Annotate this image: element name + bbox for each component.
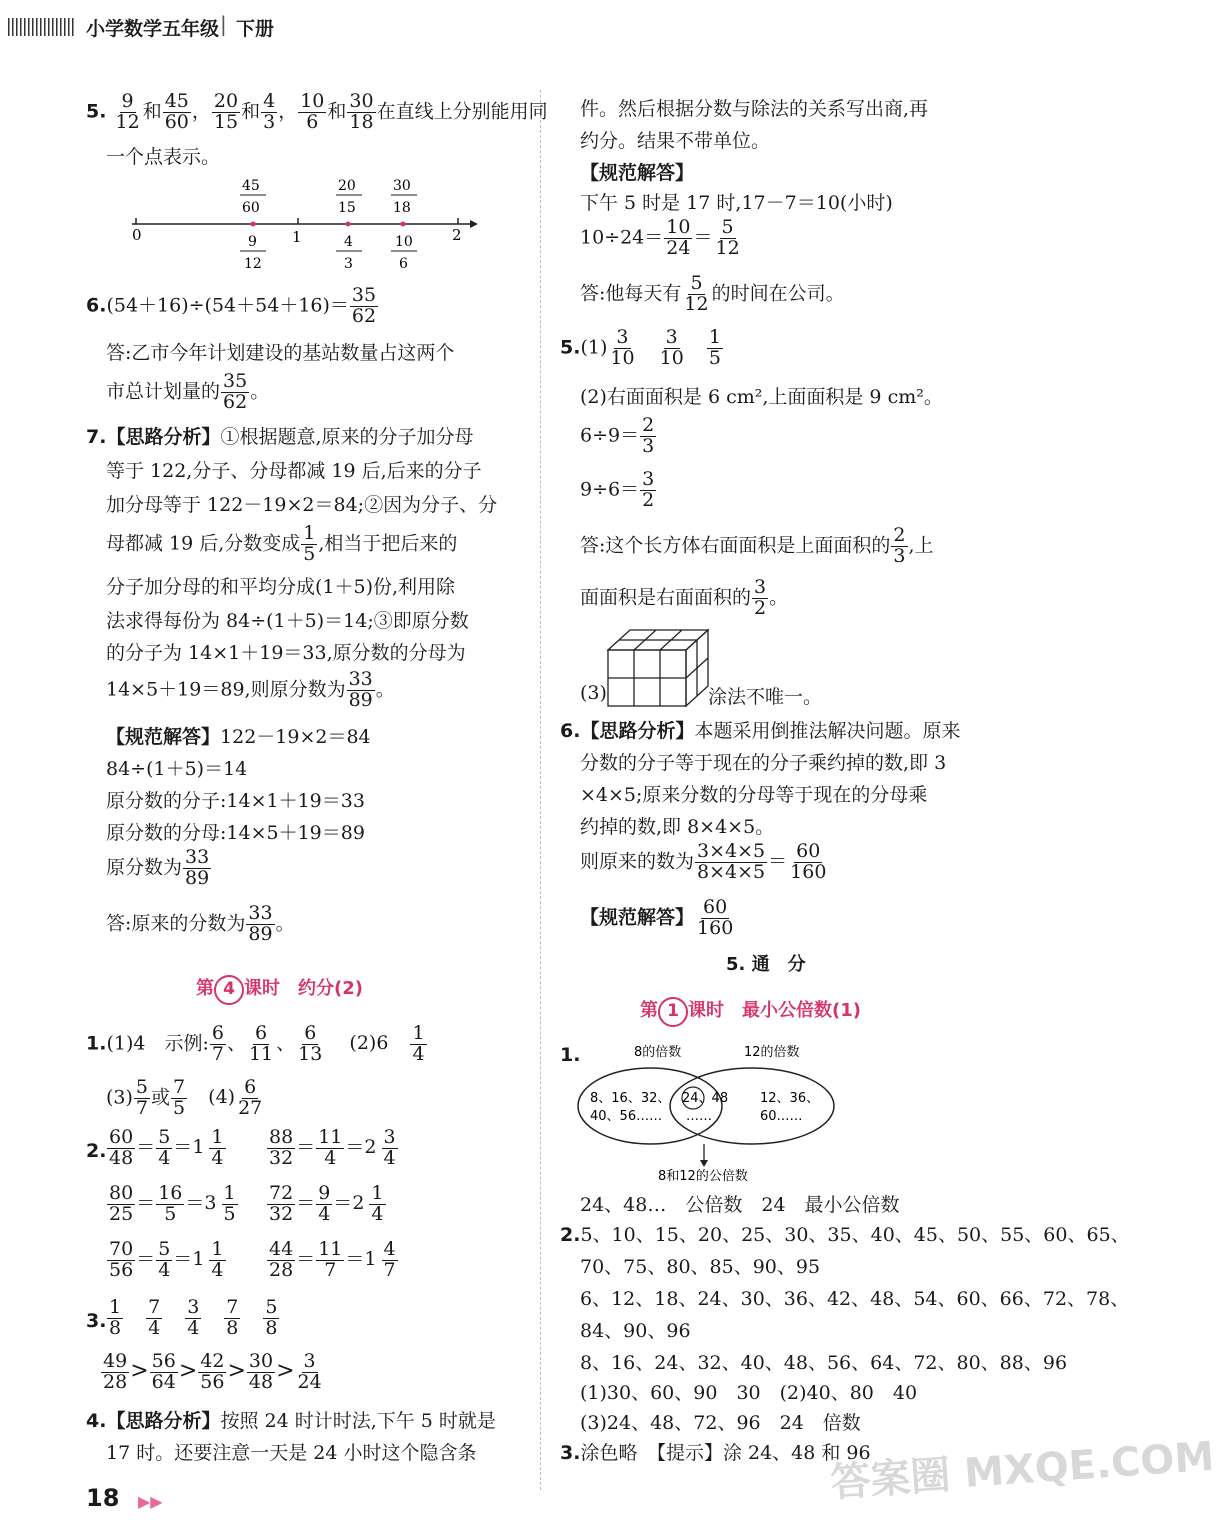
watermark: 答案圈 MXQE.COM <box>829 1433 1216 1507</box>
ex1-line2: (3) $\frac{5}{7}$ 或 $\frac{7}{5}$ (4) $\frac{6}{27}$ <box>106 1076 263 1119</box>
ex4-line1: 4.【思路分析】按照 24 时计时法,下午 5 时就是 <box>86 1410 496 1432</box>
q7-line4: 母都减 19 后,分数变成 $\frac{1}{5}$ ,相当于把后来的 <box>106 522 458 565</box>
rex1-answer: 24、48… 公倍数 24 最小公倍数 <box>580 1194 900 1216</box>
section5-heading: 5. 通 分 <box>726 954 806 975</box>
rq6-line1: 6.【思路分析】本题采用倒推法解决问题。原来 <box>560 720 961 742</box>
nl-above-1-d: 60 <box>242 200 260 216</box>
rq6-solution: 【规范解答】 $\frac{60}{160}$ <box>580 896 734 939</box>
nl-above-3-d: 18 <box>393 200 411 216</box>
q7-line5: 分子加分母的和平均分成(1＋5)份,利用除 <box>106 576 456 598</box>
rex2-line1: 2.5、10、15、20、25、30、35、40、45、50、55、60、65、 <box>560 1224 1130 1246</box>
ex2-equation: $\frac{80}{25}$ ＝ $\frac{16}{5}$ ＝3 $\frac{1}{5}$ <box>109 1182 236 1225</box>
rex2-line5: 8、16、24、32、40、48、56、64、72、80、88、96 <box>580 1352 1068 1374</box>
rq5-answer2: 面面积是右面面积的 $\frac{3}{2}$ 。 <box>580 576 789 619</box>
q7-solution-line1: 【规范解答】122－19×2＝84 <box>106 726 371 748</box>
ex3-cmp-fraction: $\frac{3}{24}$ <box>297 1350 322 1393</box>
lesson1-heading: 第 1 课时 最小公倍数(1) <box>640 996 861 1027</box>
rex1-num: 1. <box>560 1044 581 1066</box>
venn-bottom-label: 8和12的公倍数 <box>658 1169 748 1184</box>
nl-zero: 0 <box>132 226 142 244</box>
rq5-part3-note: 涂法不唯一。 <box>708 686 823 708</box>
nl-below-2-n: 4 <box>344 234 353 250</box>
nl-below-3-d: 6 <box>399 256 408 272</box>
rex2-line3: 6、12、18、24、30、36、42、48、54、60、66、72、78、 <box>580 1288 1130 1310</box>
r-line3: 下午 5 时是 17 时,17－7＝10(小时) <box>580 192 893 214</box>
rex2-line6: (1)30、60、90 30 (2)40、80 40 <box>580 1382 918 1404</box>
q5-line2: 一个点表示。 <box>106 146 221 168</box>
venn-left-1: 8、16、32、 <box>590 1091 671 1106</box>
rq6-line3: ×4×5;原来分数的分母等于现在的分母乘 <box>580 784 928 806</box>
ex3-fraction: $\frac{7}{8}$ <box>226 1296 239 1339</box>
rq5-line1: 5.(1) $\frac{3}{10}$ $\frac{3}{10}$ $\frac{1}{5}$ <box>560 326 721 369</box>
venn-left-label: 8的倍数 <box>634 1045 682 1060</box>
rq6-line2: 分数的分子等于现在的分子乘约掉的数,即 3 <box>580 752 947 774</box>
ex4-line2: 17 时。还要注意一天是 24 小时这个隐含条 <box>106 1442 477 1464</box>
venn-right-2: 60…… <box>760 1109 803 1124</box>
ex3-fraction: $\frac{5}{8}$ <box>265 1296 278 1339</box>
header-volume: 下册 <box>236 18 275 40</box>
venn-mid-1: 24、48 <box>682 1091 729 1106</box>
ex2-equation: $\frac{88}{32}$ ＝ $\frac{11}{4}$ ＝2 $\frac{3}{4}$ <box>269 1126 396 1169</box>
q5-line1: 5. $\frac{9}{12}$ 和 $\frac{45}{60}$ ， $\frac{20}{15}$ 和 $\frac{4}{3}$ ， $\frac{10}{6}$ 和 $\frac{30}{18}$ 在直线上分别能用同 <box>86 90 548 133</box>
r-line4: 10÷24＝ $\frac{10}{24}$ ＝ $\frac{5}{12}$ <box>580 216 740 259</box>
header-decoration <box>8 18 74 36</box>
ex2-equation: $\frac{60}{48}$ ＝ $\frac{5}{4}$ ＝1 $\frac{1}{4}$ <box>109 1126 224 1169</box>
ex2-equation: $\frac{72}{32}$ ＝ $\frac{9}{4}$ ＝2 $\frac{1}{4}$ <box>269 1182 384 1225</box>
page-number: 18 <box>86 1484 120 1512</box>
nl-below-2-d: 3 <box>344 256 353 272</box>
rex3-line: 3.涂色略 【提示】涂 24、48 和 96 <box>560 1442 871 1464</box>
page-arrows-icon: ▶▶ <box>138 1492 163 1511</box>
r-line2: 约分。结果不带单位。 <box>580 130 771 152</box>
ex3-fraction: $\frac{3}{4}$ <box>187 1296 200 1339</box>
rex2-line7: (3)24、48、72、96 24 倍数 <box>580 1412 861 1434</box>
q7-line6: 法求得每份为 84÷(1＋5)＝14;③即原分数 <box>106 610 469 632</box>
rex2-line2: 70、75、80、85、90、95 <box>580 1256 821 1278</box>
rq6-line5: 则原来的数为 $\frac{3\times 4\times 5}{8\times 4\times 5}$ ＝ $\frac{60}{160}$ <box>580 840 827 883</box>
header-sep: | <box>220 12 227 36</box>
rex2-line4: 84、90、96 <box>580 1320 691 1342</box>
q7-solution-line4: 原分数的分母:14×5＋19＝89 <box>106 822 365 844</box>
q6-answer-line1: 答:乙市今年计划建设的基站数量占这两个 <box>106 342 455 364</box>
ex2-equation: $\frac{70}{56}$ ＝ $\frac{5}{4}$ ＝1 $\frac{1}{4}$ <box>109 1238 224 1281</box>
nl-above-1-n: 45 <box>242 178 260 194</box>
r-line5: 答:他每天有 $\frac{5}{12}$ 的时间在公司。 <box>580 272 845 315</box>
q7-line1: 7.【思路分析】①根据题意,原来的分子加分母 <box>86 426 474 448</box>
ex1-line1: 1.(1)4 示例: $\frac{6}{7}$ 、 $\frac{6}{11}$ 、 $\frac{6}{13}$ (2)6 $\frac{1}{4}$ <box>86 1022 425 1065</box>
ex3-comparison: $\frac{49}{28}$ > $\frac{56}{64}$ > $\frac{42}{56}$ > $\frac{30}{48}$ > $\frac{3}{24}$ <box>103 1350 322 1393</box>
number-line <box>120 172 480 276</box>
venn-left-2: 40、56…… <box>590 1109 663 1124</box>
q6-line1: 6.(54＋16)÷(54＋54＋16)＝ $\frac{35}{62}$ <box>86 284 377 327</box>
q7-line8: 14×5＋19＝89,则原分数为 $\frac{33}{89}$ 。 <box>106 668 395 711</box>
nl-below-1-d: 12 <box>244 256 262 272</box>
lesson4-heading: 第 4 课时 约分(2) <box>196 974 363 1005</box>
nl-below-1-n: 9 <box>248 234 257 250</box>
rq5-line3: 6÷9＝ $\frac{2}{3}$ <box>580 414 655 457</box>
rq5-line2: (2)右面面积是 6 cm²,上面面积是 9 cm²。 <box>580 386 943 408</box>
ex3-cmp-fraction: $\frac{30}{48}$ <box>248 1350 274 1393</box>
ex3-cmp-fraction: $\frac{56}{64}$ <box>151 1350 176 1393</box>
ex2-equation: $\frac{44}{28}$ ＝ $\frac{11}{7}$ ＝1 $\frac{4}{7}$ <box>269 1238 396 1281</box>
nl-above-2-d: 15 <box>338 200 356 216</box>
q6-answer-line2: 市总计划量的 $\frac{35}{62}$ 。 <box>106 370 270 413</box>
header-title: 小学数学五年级 <box>86 18 220 40</box>
nl-two: 2 <box>452 226 462 244</box>
rq5-answer1: 答:这个长方体右面面积是上面面积的 $\frac{2}{3}$ ,上 <box>580 524 934 567</box>
venn-right-1: 12、36、 <box>760 1091 820 1106</box>
q7-solution-line3: 原分数的分子:14×1＋19＝33 <box>106 790 365 812</box>
cuboid-figure <box>606 626 712 710</box>
r-line1: 件。然后根据分数与除法的关系写出商,再 <box>580 98 929 120</box>
nl-below-3-n: 10 <box>395 234 413 250</box>
q7-line2: 等于 122,分子、分母都减 19 后,后来的分子 <box>106 460 482 482</box>
ex3-fraction: $\frac{7}{4}$ <box>148 1296 161 1339</box>
column-divider <box>540 90 541 1490</box>
rq5-line4: 9÷6＝ $\frac{3}{2}$ <box>580 468 655 511</box>
q7-answer: 答:原来的分数为 $\frac{33}{89}$ 。 <box>106 902 295 945</box>
ex2-num: 2. <box>86 1140 107 1162</box>
venn-mid-2: …… <box>686 1109 712 1124</box>
r-solution-tag: 【规范解答】 <box>580 162 695 184</box>
ex3-fraction: $\frac{1}{8}$ <box>109 1296 122 1339</box>
rq6-line4: 约掉的数,即 8×4×5。 <box>580 816 775 838</box>
nl-one: 1 <box>292 228 302 246</box>
nl-above-3-n: 30 <box>393 178 411 194</box>
ex3-fractions <box>106 1298 301 1339</box>
ex3-cmp-fraction: $\frac{49}{28}$ <box>103 1350 128 1393</box>
q7-solution-line2: 84÷(1＋5)＝14 <box>106 758 248 780</box>
venn-diagram <box>572 1040 842 1184</box>
venn-right-label: 12的倍数 <box>744 1045 800 1060</box>
q7-line7: 的分子为 14×1＋19＝33,原分数的分母为 <box>106 642 466 664</box>
q7-line3: 加分母等于 122－19×2＝84;②因为分子、分 <box>106 494 498 516</box>
rq5-part3: (3) <box>580 682 607 704</box>
ex3-num: 3. <box>86 1310 107 1332</box>
q7-solution-line5: 原分数为 $\frac{33}{89}$ <box>106 846 210 889</box>
ex3-cmp-fraction: $\frac{42}{56}$ <box>200 1350 225 1393</box>
nl-above-2-n: 20 <box>338 178 356 194</box>
